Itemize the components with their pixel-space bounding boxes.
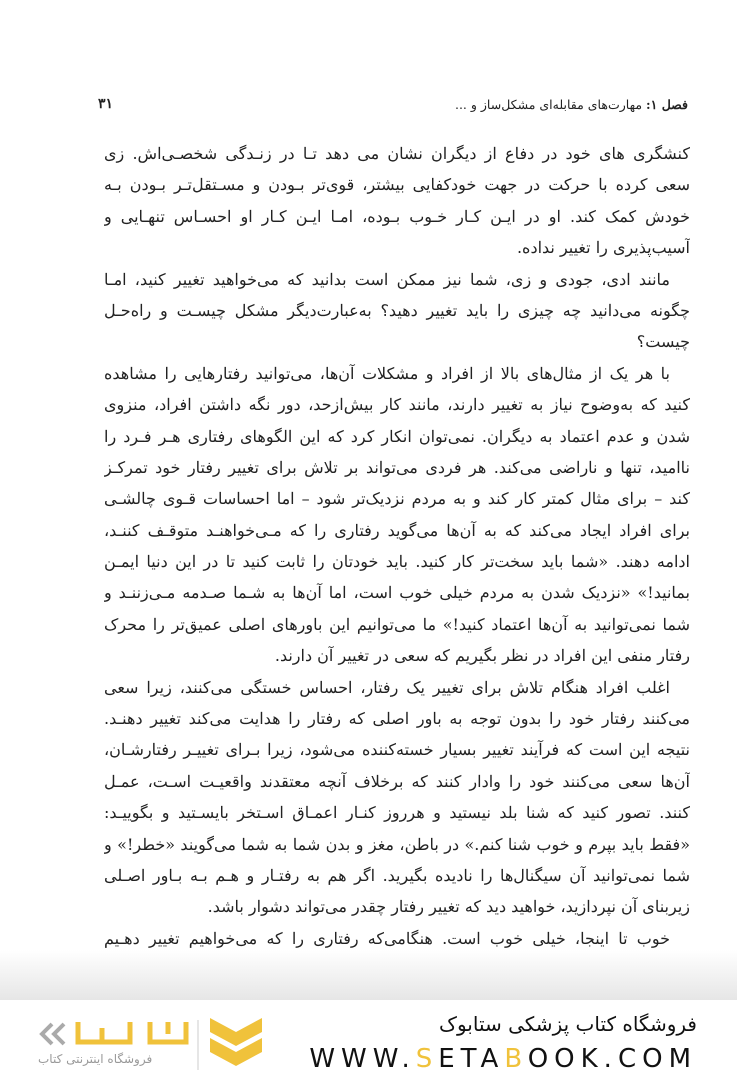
chapter-title: مهارت‌های مقابله‌ای مشکل‌ساز و ... xyxy=(454,96,643,112)
text-line: برای افراد ایجاد می‌کند که به آن‌ها می‌گوید رفتاری را که مـی‌خواهنـد متوقـف کننـد، xyxy=(104,520,690,540)
page-body xyxy=(104,138,690,954)
text-line: شدن و عدم اعتماد به دیگران. نمی‌توان انکار کرد که این الگوهای رفتاری هـر فـرد را xyxy=(104,426,690,446)
url-part: WWW. xyxy=(309,1044,416,1074)
text-line: شما نمی‌توانید به آن‌ها اعتماد کنید!» ما می‌توانیم این باورهای اصلی عمیق‌تر را محرک xyxy=(104,614,690,634)
url-part-accent: S xyxy=(415,1044,439,1074)
text-line: ادامه دهند. «شما باید سخت‌تر کار کنید. باید خودتان را ثابت کنید تا در این دنیا ایمـن xyxy=(104,552,690,572)
text-line: رفتار منفی این افراد در نظر بگیریم که سعی در تغییر آن دارند. xyxy=(274,646,690,666)
footer-banner xyxy=(0,1000,737,1080)
text-line: آن‌ها سعی می‌کنند خود را وادار کنند که برخلاف آنچه معتقدند واقعیـت اسـت، عمـل xyxy=(104,771,690,791)
bottom-fade xyxy=(0,950,737,1000)
text-line: «فقط باید بپرم و خوب شنا کنم.» در باطن، مغز و بدن شما به شما می‌گویند «خطر!» و xyxy=(104,834,690,854)
text-line: شما نمی‌توانید آن سیگنال‌ها را نادیده بگیرید. اگر هم به رفتـار و هـم بـه بـاور اصـلی xyxy=(104,865,690,885)
text-line: بمانید!» «نزدیک شدن به مردم خیلی خوب است، اما آن‌ها به شـما صـدمه مـی‌زننـد و xyxy=(104,583,690,603)
paragraph xyxy=(104,138,690,264)
shop-url[interactable] xyxy=(309,1044,697,1074)
url-part-accent: B xyxy=(504,1044,528,1074)
text-line: می‌کنند رفتار خود را بدون توجه به باور اصلی که رفتار را هدایت می‌کند تغییر دهنـد. xyxy=(104,709,690,729)
url-part: ETA xyxy=(438,1044,505,1074)
text-line: اغلب افراد هنگام تلاش برای تغییر یک رفتار، احساس خستگی می‌کنند، زیرا سعی xyxy=(104,677,670,697)
text-line: زیربنای آن نپردازید، خواهید دید که تغییر رفتار چقدر می‌تواند دشوار باشد. xyxy=(207,897,690,917)
text-line: کنشگری های خود در دفاع از دیگران نشان می دهد تـا در زنـدگی شخصـی‌اش. زی xyxy=(104,144,690,163)
text-line: ناامید، تنها و ناراضی می‌کند. هر فردی می‌تواند بر تلاش برای تغییر رفتار خود تمرکـز xyxy=(104,457,690,477)
chapter-label: فصل ۱: xyxy=(646,96,688,112)
text-line: مانند ادی، جودی و زی، شما نیز ممکن است بدانید که می‌خواهید تغییر کنید، امـا xyxy=(104,269,671,289)
chapter-heading xyxy=(455,97,688,112)
text-line: کنید که به‌وضوح نیاز به تغییر دارند، مانند کار بیش‌ازحد، دور نگه داشتن افراد، منزوی xyxy=(104,395,690,415)
paragraph xyxy=(104,264,690,358)
page-number: ۳۱ xyxy=(98,96,114,112)
text-line: خوب تا اینجا، خیلی خوب است. هنگامی‌که رفتاری را که می‌خواهیم تغییر دهـیم xyxy=(104,928,670,948)
text-line: سعی کرده با حرکت در جهت خودکفایی بیشتر، قوی‌تر بـودن و مسـتقل‌تـر بـودن بـه xyxy=(104,175,690,195)
text-line: نتیجه این است که فرآیند تغییر بسیار خسته‌کننده می‌شود، زیرا بـرای تغییـر رفتارشـان، xyxy=(104,740,690,760)
text-line: کنند. تصور کنید که شنا بلد نیستید و هرروز کنـار اعمـاق اسـتخر بایسـتید و بگوییـد: xyxy=(104,803,690,823)
running-header xyxy=(98,92,688,116)
text-line: چگونه می‌دانید چه چیزی را باید تغییر دهید؟ به‌عبارت‌دیگر مشکل چیسـت و راه‌حـل xyxy=(104,300,690,320)
paragraph xyxy=(104,358,690,672)
logo-subtitle: فروشگاه اینترنتی کتاب xyxy=(38,1052,153,1066)
paragraph xyxy=(104,672,690,923)
text-line: با هر یک از مثال‌های بالا از افراد و مشکلات آن‌ها، می‌توانید رفتارهایی را مشاهده xyxy=(104,363,671,383)
text-line: کند – برای مثال کمتر کار کند و به مردم نزدیک‌تر شود – اما احساسات قـوی چالشـی xyxy=(104,489,690,509)
text-line: خودش کمک کند. او در ایـن کـار خـوب بـوده، امـا ایـن کـار او احسـاس تنهـایی و xyxy=(104,206,690,226)
text-line: آسیب‌پذیری را تغییر نداده. xyxy=(516,238,690,258)
text-line: چیست؟ xyxy=(636,332,690,352)
url-part: OOK.COM xyxy=(527,1044,697,1074)
shop-name: فروشگاه کتاب پزشکی ستابوک xyxy=(439,1012,697,1036)
